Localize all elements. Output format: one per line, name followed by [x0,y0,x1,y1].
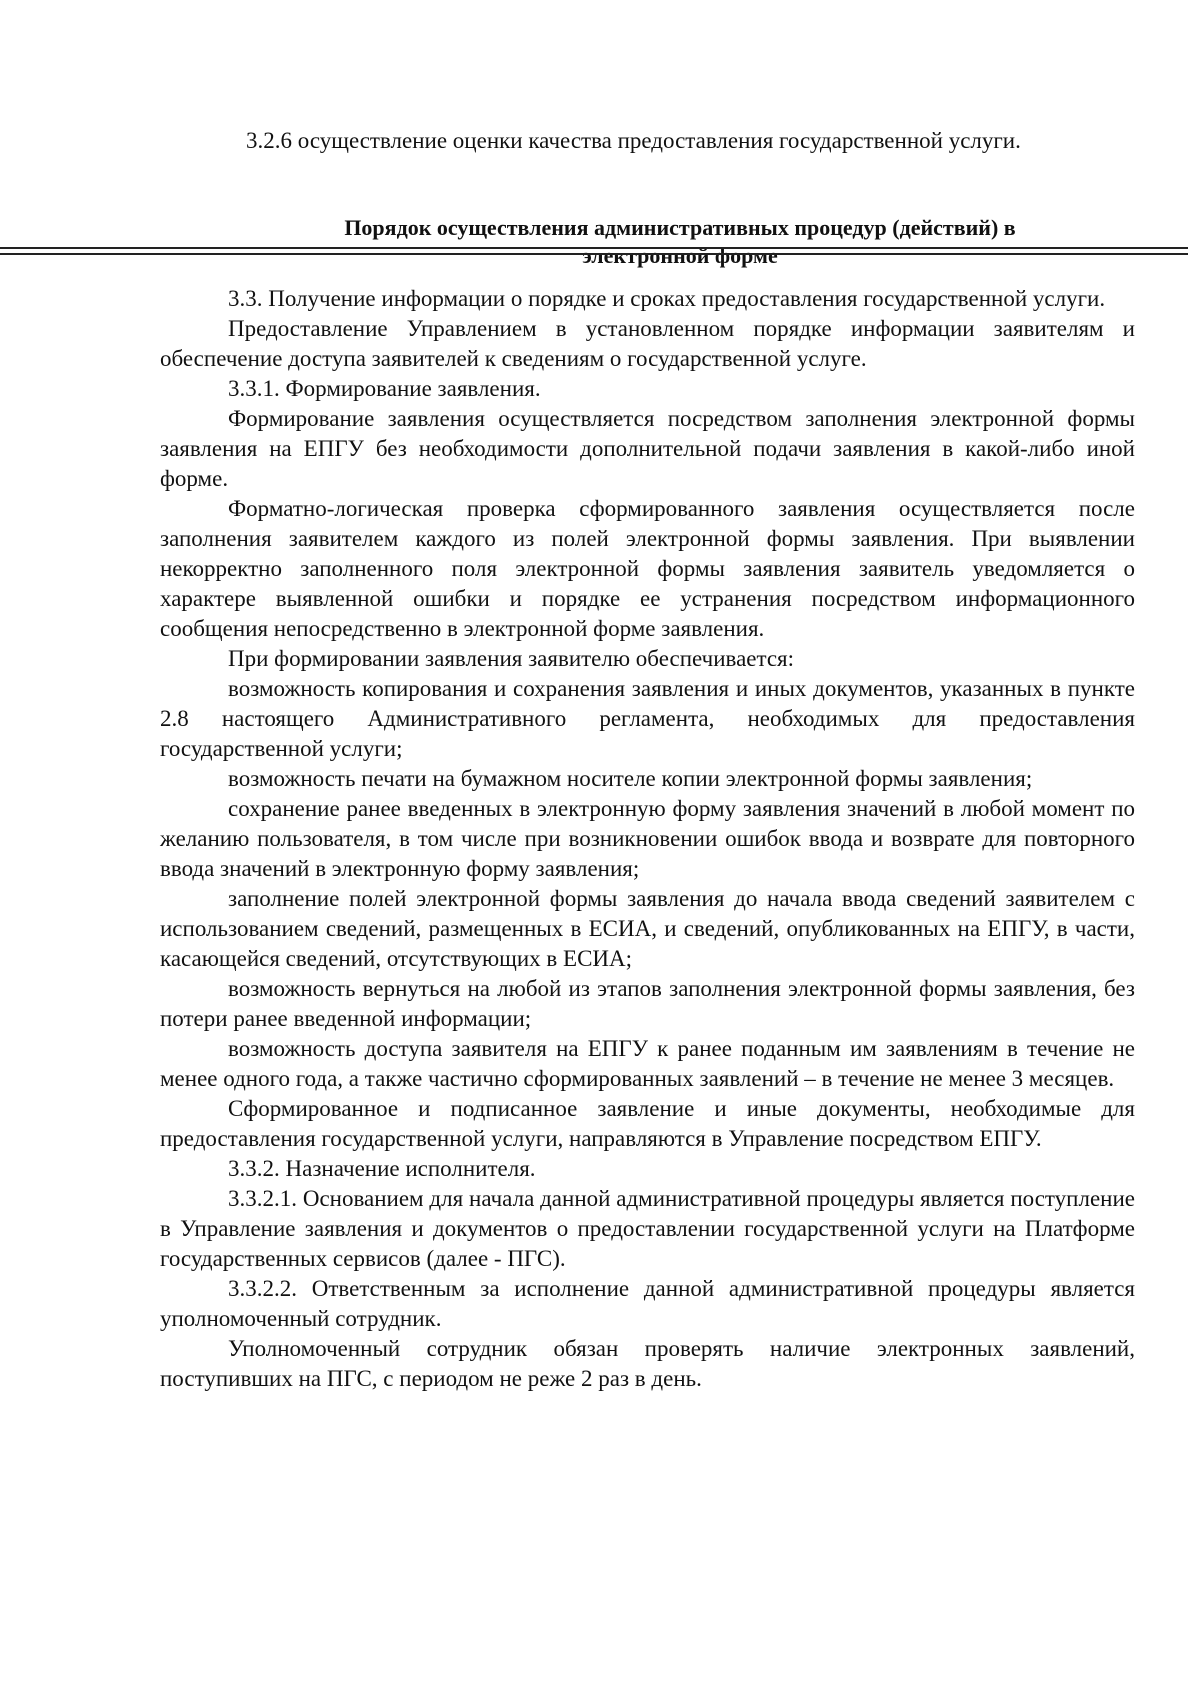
paragraph: 3.3.2.1. Основанием для начала данной административной процедуры является поступление в Управление заявления и документов о предоставлении государственной услуги на Платформе государственных сервисов (далее - ПГС). [160,1186,1135,1271]
paragraph: 3.3.2.2. Ответственным за исполнение данной административной процедуры является уполномоченный сотрудник. [160,1276,1135,1331]
section-heading [160,214,1200,270]
section-heading-line1: Порядок осуществления административных процедур (действий) в [344,215,1016,240]
paragraph: 3.3. Получение информации о порядке и сроках предоставления государственной услуги. [228,286,1106,311]
intro-paragraph: 3.2.6 осуществление оценки качества предоставления государственной услуги. [246,128,1021,153]
paragraph: возможность копирования и сохранения заявления и иных документов, указанных в пункте 2.8 настоящего Административного регламента, необходимых для предоставления государственной услуги; [160,676,1135,761]
paragraph: возможность вернуться на любой из этапов заполнения электронной формы заявления, без потери ранее введенной информации; [160,976,1135,1031]
paragraph: 3.3.1. Формирование заявления. [228,376,541,401]
paragraph: возможность печати на бумажном носителе копии электронной формы заявления; [228,766,1033,791]
paragraph: Формирование заявления осуществляется посредством заполнения электронной формы заявления на ЕПГУ без необходимости дополнительной подачи заявления в какой-либо иной форме. [160,406,1135,491]
paragraph: заполнение полей электронной формы заявления до начала ввода сведений заявителем с использованием сведений, размещенных в ЕСИА, и сведений, опубликованных на ЕПГУ, в части, касающейся сведений, отсутствующих в ЕСИА; [160,886,1135,971]
paragraph: Предоставление Управлением в установленном порядке информации заявителям и обеспечение доступа заявителей к сведениям о государственной услуге. [160,316,1135,371]
paragraph: Уполномоченный сотрудник обязан проверять наличие электронных заявлений, поступивших на ПГС, с периодом не реже 2 раз в день. [160,1336,1135,1391]
paragraph: Форматно-логическая проверка сформированного заявления осуществляется после заполнения заявителем каждого из полей электронной формы заявления. При выявлении некорректно заполненного поля электронной формы заявления заявитель уведомляется о характере выявленной ошибки и порядке ее устранения посредством информационного сообщения непосредственно в электронной форме заявления. [160,496,1135,641]
body-text [160,284,1135,1394]
paragraph: Сформированное и подписанное заявление и иные документы, необходимые для предоставления государственной услуги, направляются в Управление посредством ЕПГУ. [160,1096,1135,1151]
paragraph: При формировании заявления заявителю обеспечивается: [228,646,794,671]
paragraph: сохранение ранее введенных в электронную форму заявления значений в любой момент по желанию пользователя, в том числе при возникновении ошибок ввода и возврате для повторного ввода значений в электронную форму заявления; [160,796,1135,881]
heading-underline-top [0,247,1188,249]
heading-underline-bottom [0,253,1188,255]
paragraph: 3.3.2. Назначение исполнителя. [228,1156,536,1181]
paragraph: возможность доступа заявителя на ЕПГУ к ранее поданным им заявлениям в течение не менее одного года, а также частично сформированных заявлений – в течение не менее 3 месяцев. [160,1036,1135,1091]
section-heading-line2: электронной форме [582,243,778,268]
